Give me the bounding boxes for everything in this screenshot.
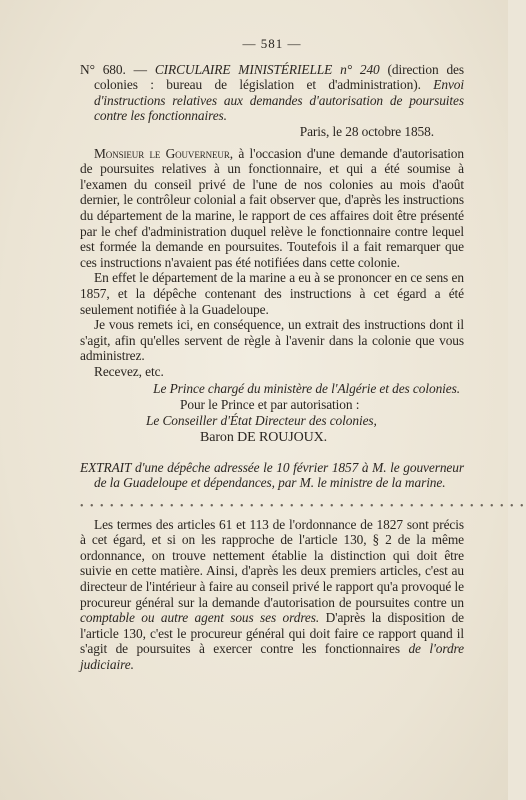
heading-title-number: n° 240: [340, 61, 380, 77]
paragraph-1: [80, 146, 464, 271]
paragraph-5-italic-1: comptable ou autre agent sous ses ordres.: [80, 610, 320, 626]
heading-number: N° 680. —: [80, 61, 147, 77]
page-number: — 581 —: [242, 36, 302, 51]
heading-rest: (direction des colonies : bureau de législation et d'administration).: [94, 61, 465, 93]
salutation: Monsieur le Gouverneur,: [94, 145, 233, 161]
signature-conseiller: [80, 413, 464, 429]
paragraph-5: [80, 517, 464, 673]
paragraph-5-text-b: D'après la disposition de l'article 130, c'est le procureur général qui doit faire ce rapport quand il s'agit de poursuites à exercer contre les fonctionnaires: [80, 610, 465, 657]
signature-pour: Pour le Prince et par autorisation :: [180, 397, 360, 413]
paragraph-5-italic-2: de l'ordre judiciaire.: [80, 641, 464, 672]
signature-prince-text: Le Prince chargé du ministère de l'Algérie et des colonies.: [153, 381, 460, 397]
spacer: [80, 446, 464, 460]
paragraph-5-text-a: Les termes des articles 61 et 113 de l'ordonnance de 1827 sont précis à cet égard, et si on les rapproche de l'article 130, § 2 de la même ordonnance, on trouve nettement établie la distinction qui doit être suivie en cette matière. Ainsi, d'après les deux premiers articles, c'est au directeur de l'intérieur à faire au conseil privé le rapport qu'a provoqué le procureur général sur la demande d'autorisation de poursuites contre un: [80, 516, 464, 610]
signature-conseiller-text: Le Conseiller d'État Directeur des colonies,: [146, 412, 377, 428]
signature-name: Baron DE ROUJOUX.: [200, 430, 328, 446]
paragraph-2: En effet le département de la marine a eu à se prononcer en ce sens en 1857, et la dépêche contenant des instructions à cet égard a été seulement notifiée à la Guadeloupe.: [80, 270, 464, 317]
paragraph-4: Recevez, etc.: [94, 363, 164, 379]
heading-envoi: Envoi d'instructions relatives aux demandes d'autorisation de poursuites contre les fonctionnaires.: [94, 77, 464, 124]
extrait-text: d'une dépêche adressée le 10 février 1857 à M. le gouverneur de la Guadeloupe et dépendances, par M. le ministre de la marine.: [94, 459, 464, 491]
circular-heading: [80, 62, 464, 124]
heading-title: CIRCULAIRE MINISTÉRIELLE: [154, 61, 333, 77]
paragraph-1-text: à l'occasion d'une demande d'autorisation de poursuites relatives à un fonctionnaire, et qui a été soumise à l'examen du conseil privé de l'une de nos colonies au mois d'août dernier, le contrôleur colonial a fait observer que, d'après les instructions du département de la marine, le rapport de ces affaires doit être présenté par le chef d'administration duquel relève le fonctionnaire contre lequel est formée la demande en poursuites. Toutefois il a fait remarquer que ces instructions n'avaient pas été notifiées dans cette colonie.: [80, 145, 464, 270]
extrait-heading: [80, 460, 464, 491]
signature-prince: [80, 381, 464, 397]
extrait-label: EXTRAIT: [80, 459, 132, 475]
paragraph-3: Je vous remets ici, en conséquence, un extrait des instructions dont il s'agit, afin qu'elles servent de règle à l'avenir dans la colonie que vous administrez.: [80, 317, 464, 364]
dateline: Paris, le 28 octobre 1858.: [299, 123, 434, 139]
ellipsis-dots: • • • • • • • • • • • • • • • • • • • • • • • • • • • • • • • • • • • • • • • • • • • • •: [80, 501, 526, 513]
page-content: [80, 36, 526, 673]
